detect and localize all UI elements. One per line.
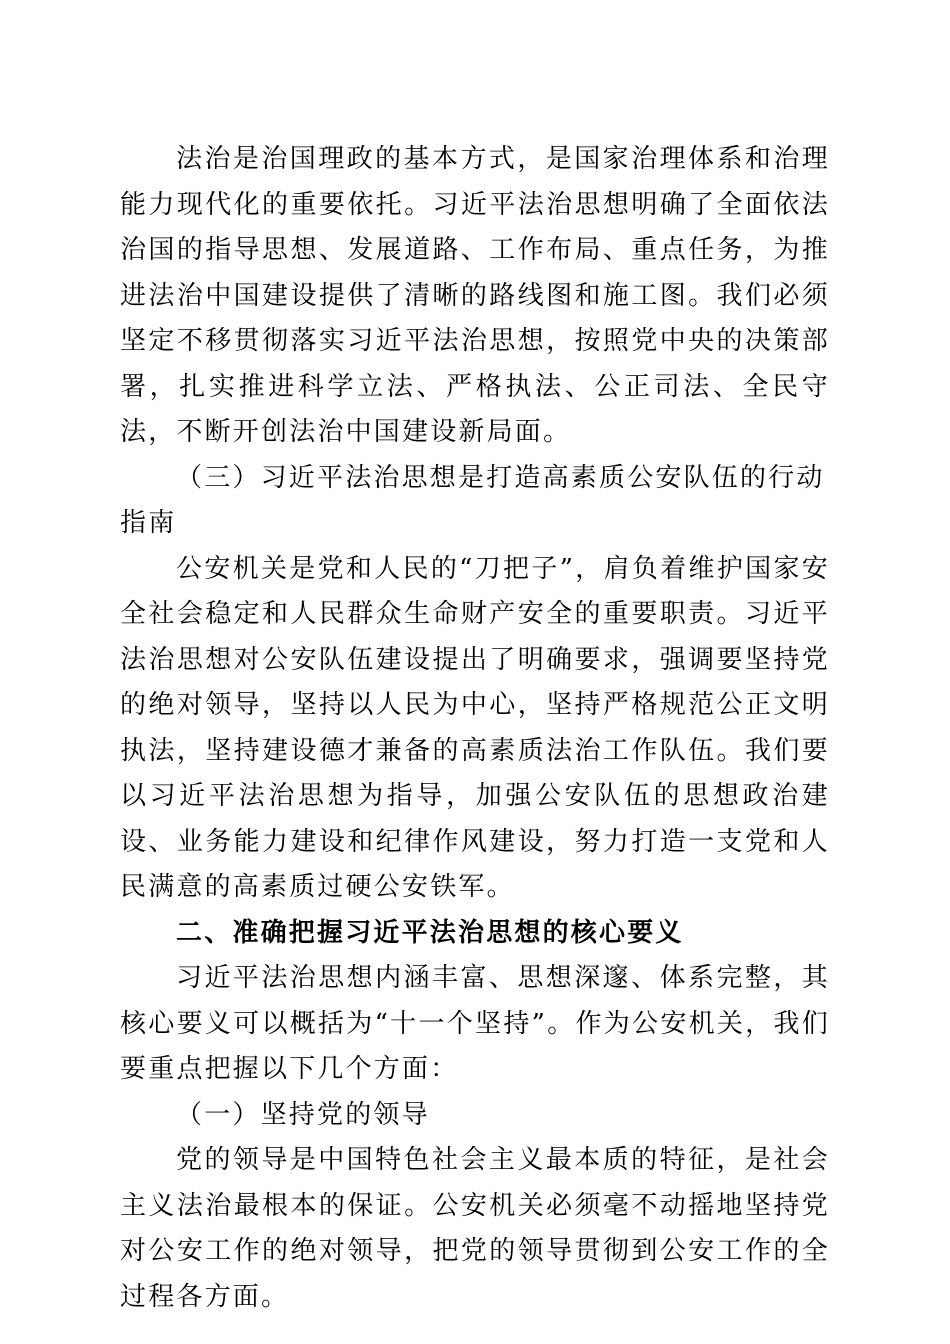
paragraph-party-leadership: 党的领导是中国特色社会主义最本质的特征，是社会主义法治最根本的保证。公安机关必须毫不动摇地坚持党对公安工作的绝对领导，把党的领导贯彻到公安工作的全过程各方面。 [120, 1145, 830, 1312]
subheading-party-leadership: （一）坚持党的领导 [176, 1099, 430, 1130]
document-body [120, 137, 830, 1320]
subheading-police-team-guide: （三）习近平法治思想是打造高素质公安队伍的行动指南 [120, 462, 825, 538]
section-heading-core-meaning: 二、准确把握习近平法治思想的核心要义 [176, 917, 684, 948]
paragraph-eleven-adherences: 习近平法治思想内涵丰富、思想深邃、体系完整，其核心要义可以概括为“十一个坚持”。作为公安机关，我们要重点把握以下几个方面： [120, 963, 830, 1084]
paragraph-police-responsibilities: 公安机关是党和人民的“刀把子”，肩负着维护国家安全社会稳定和人民群众生命财产安全的重要职责。习近平法治思想对公安队伍建设提出了明确要求，强调要坚持党的绝对领导，坚持以人民为中心，坚持严格规范公正文明执法，坚持建设德才兼备的高素质法治工作队伍。我们要以习近平法治思想为指导，加强公安队伍的思想政治建设、业务能力建设和纪律作风建设，努力打造一支党和人民满意的高素质过硬公安铁军。 [120, 553, 830, 902]
paragraph-rule-of-law-basis: 法治是治国理政的基本方式，是国家治理体系和治理能力现代化的重要依托。习近平法治思想明确了全面依法治国的指导思想、发展道路、工作布局、重点任务，为推进法治中国建设提供了清晰的路线图和施工图。我们必须坚定不移贯彻落实习近平法治思想，按照党中央的决策部署，扎实推进科学立法、严格执法、公正司法、全民守法，不断开创法治中国建设新局面。 [120, 144, 830, 447]
